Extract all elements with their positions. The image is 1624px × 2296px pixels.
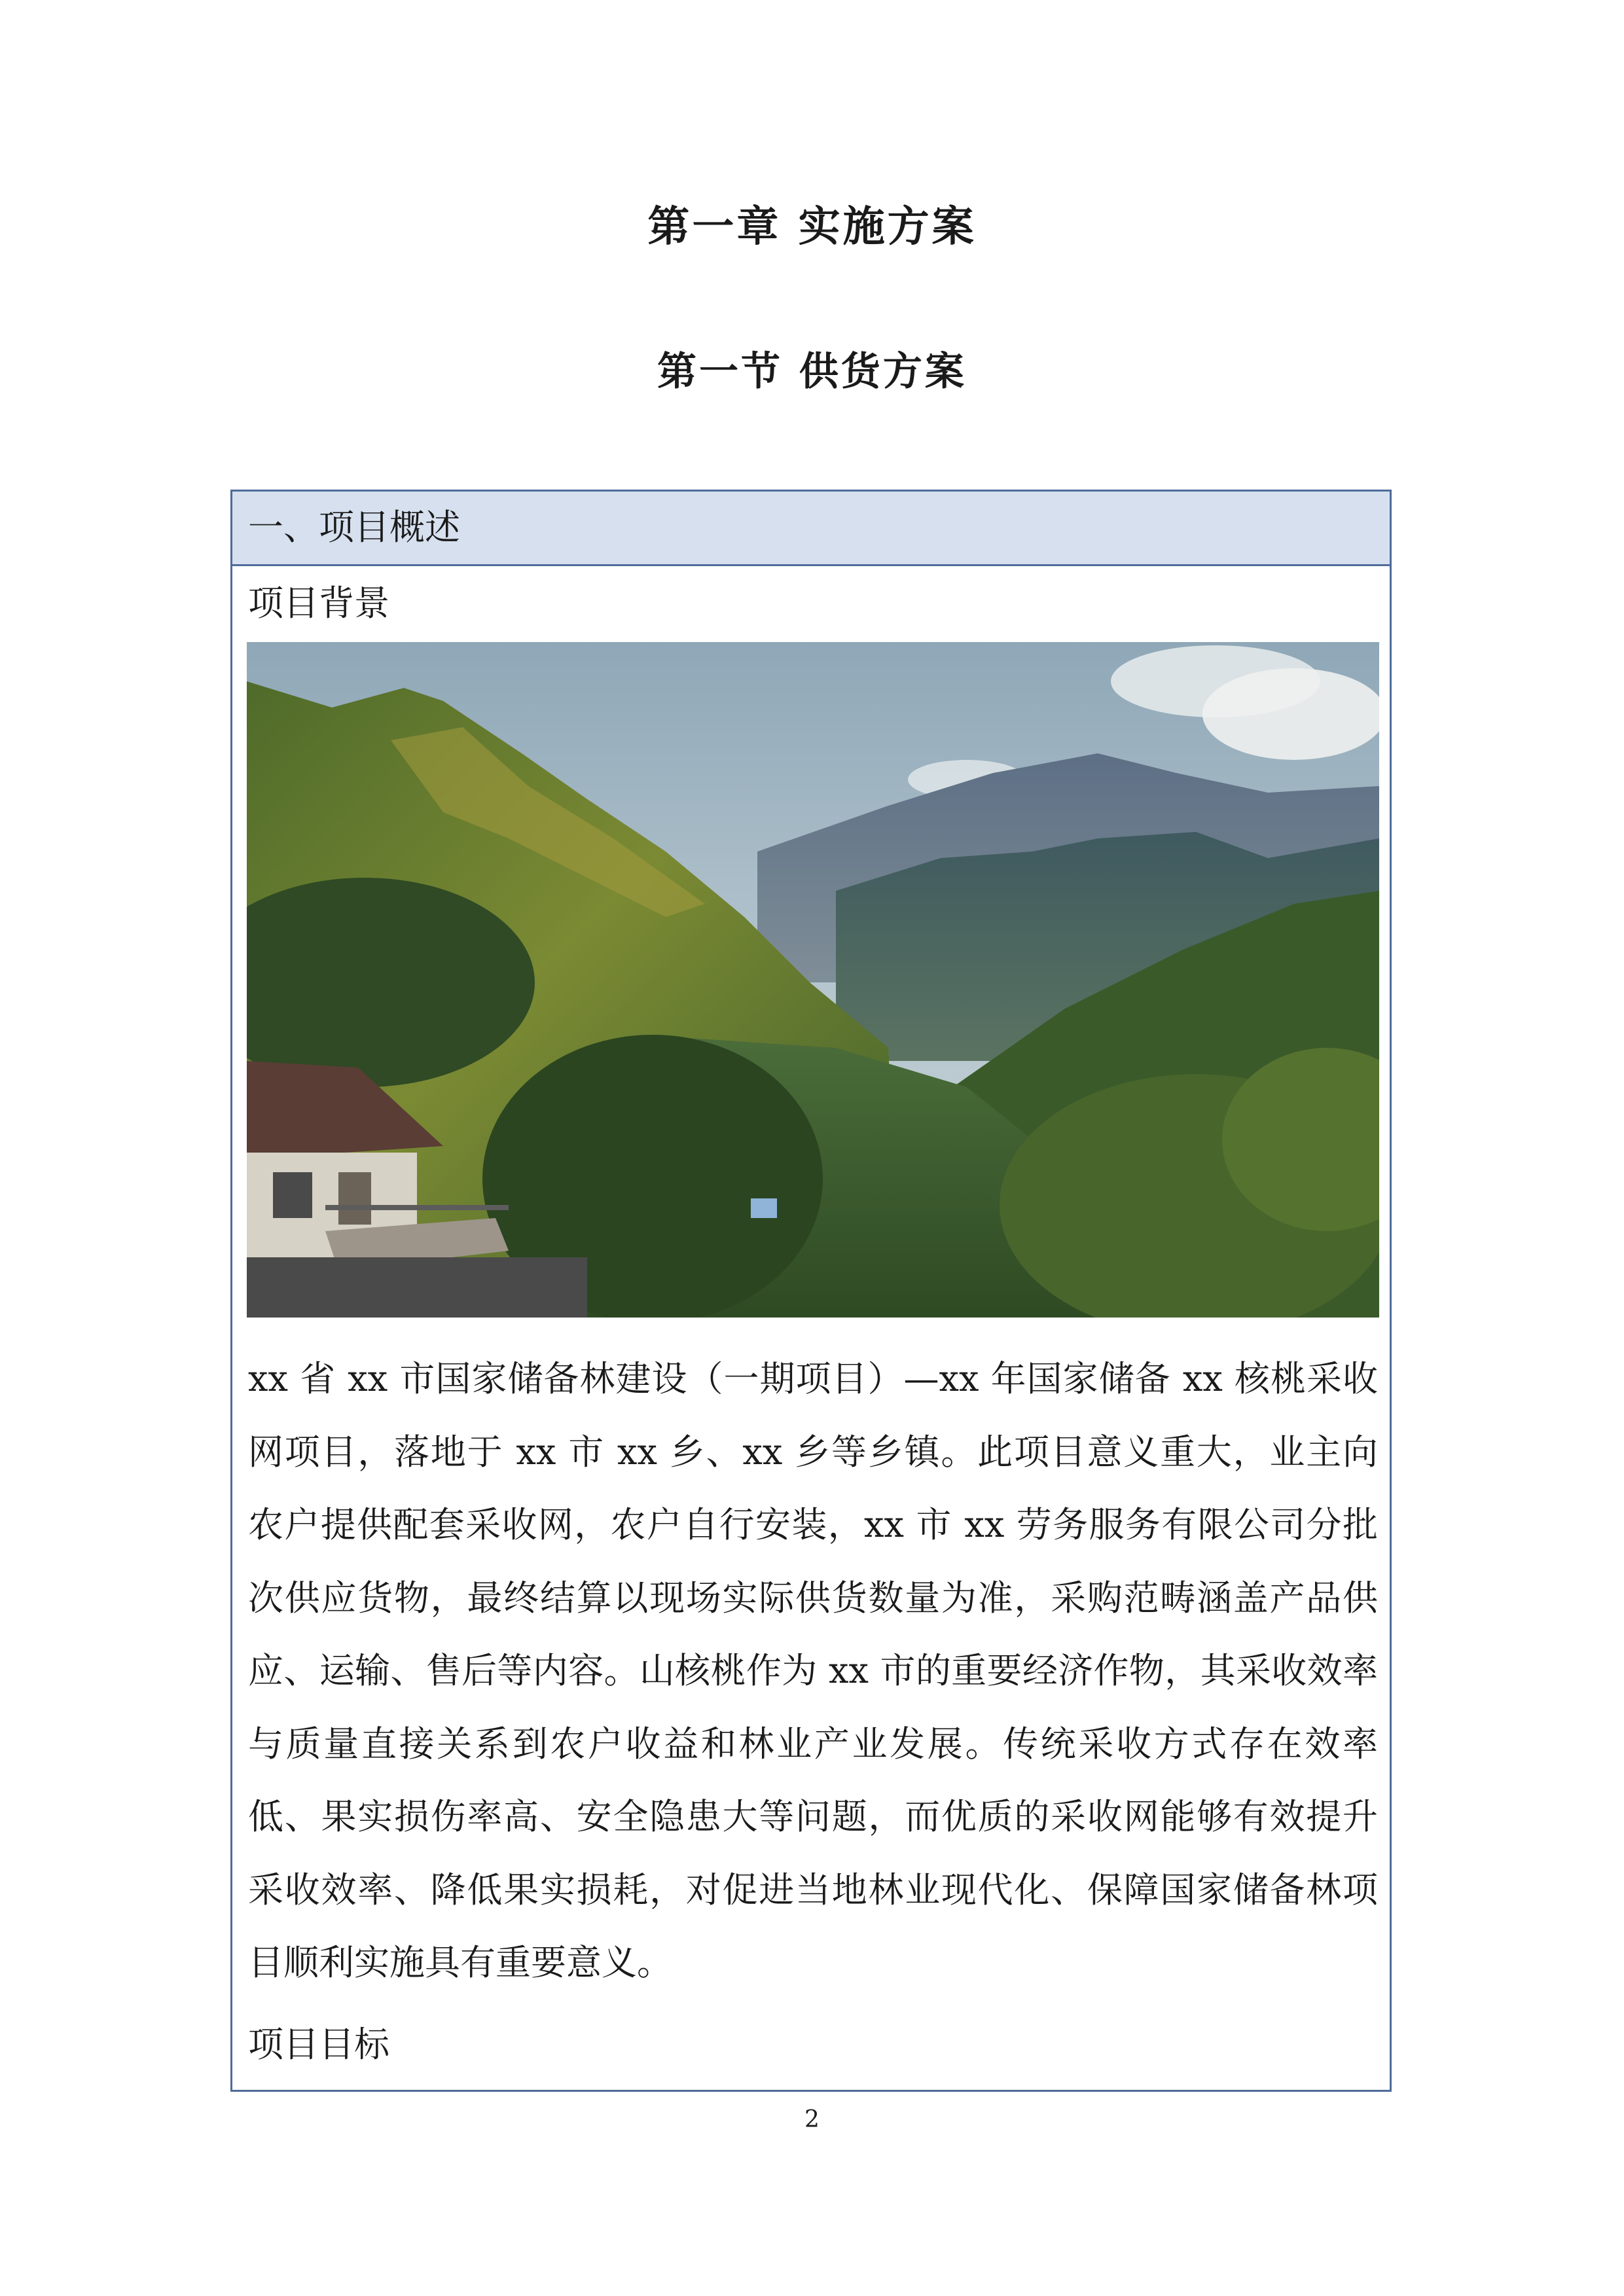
mountain-landscape-photo	[247, 642, 1379, 1318]
subheading-goal: 项目目标	[248, 2024, 389, 2065]
chapter-title: 第一章 实施方案	[647, 203, 977, 251]
subheading-background: 项目背景	[248, 583, 389, 624]
section-title: 第一节 供货方案	[657, 349, 967, 395]
project-background-paragraph: xx 省 xx 市国家储备林建设（一期项目）—xx 年国家储备 xx 核桃采收网项目，落地于 xx 市 xx 乡、xx 乡等乡镇。此项目意义重大，业主向农户提供配套采收网，农户自行安装，xx 市 xx 劳务服务有限公司分批次供应货物，最终结算以现场实际供货数量为准，采购范畴涵盖产品供应、运输、售后等内容。山核桃作为 xx 市的重要经济作物，其采收效率与质量直接关系到农户收益和林业产业发展。传统采收方式存在效率低、果实损伤率高、安全隐患大等问题，而优质的采收网能够有效提升采收效率、降低果实损耗，对促进当地林业现代化、保障国家储备林项目顺利实施具有重要意义。	[248, 1358, 1378, 1983]
box-header: 一、项目概述	[232, 492, 1390, 566]
page-number: 2	[804, 2106, 820, 2133]
project-overview-box	[230, 490, 1392, 2092]
